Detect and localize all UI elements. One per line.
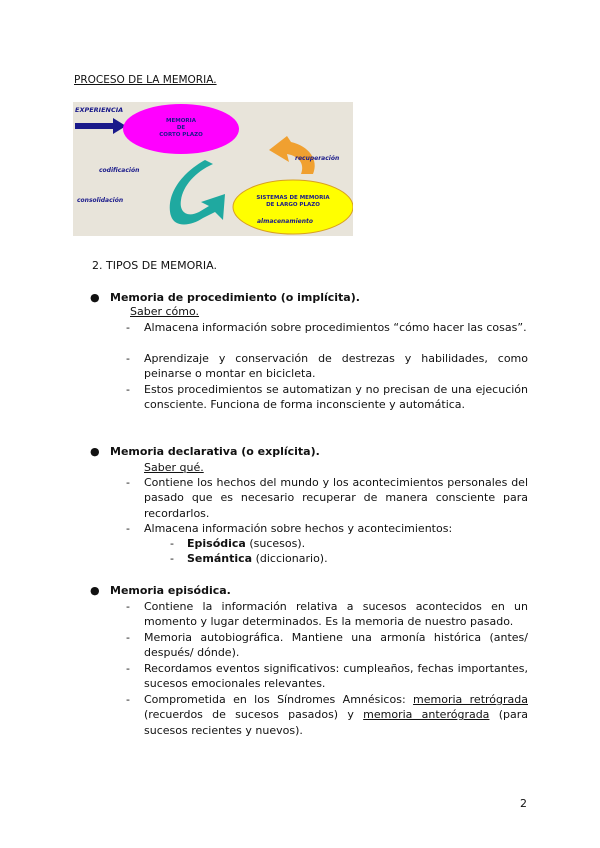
list-item: - Almacena información sobre hechos y acontecimientos: xyxy=(126,522,453,535)
list-item: - Estos procedimientos se automatizan y no precisan de una ejecución consciente. Funciona de forma inconsciente y automática. xyxy=(126,383,528,412)
bullet-dot: ● xyxy=(90,291,100,304)
bullet-episodic xyxy=(90,584,231,597)
list-item: - Almacena información sobre procedimientos “cómo hacer las cosas”. xyxy=(126,321,527,334)
short-term-label-1: MEMORIA xyxy=(166,118,196,124)
bullet-dot: ● xyxy=(90,584,100,597)
semantic-subitem: - Semántica (diccionario). xyxy=(170,552,328,565)
bullet-procedural xyxy=(90,291,360,304)
episodic-heading: Memoria episódica. xyxy=(110,584,231,597)
declarative-subheading: Saber qué. xyxy=(144,461,204,474)
bullet-dot: ● xyxy=(90,445,100,458)
list-item: - Recordamos eventos significativos: cumpleaños, fechas importantes, sucesos emocionales relevantes. xyxy=(126,662,528,691)
experiencia-label: EXPERIENCIA xyxy=(75,106,124,114)
declarative-heading: Memoria declarativa (o explícita). xyxy=(110,445,320,458)
list-item: - Contiene la información relativa a sucesos acontecidos en un momento y lugar determinados. Es la memoria de nuestro pasado. xyxy=(126,600,528,629)
procedural-subheading: Saber cómo. xyxy=(130,305,200,318)
recuperacion-label: recuperación xyxy=(295,155,340,162)
anterograde-link-text: memoria anterógrada xyxy=(363,708,490,722)
list-item: - Contiene los hechos del mundo y los acontecimientos personales del pasado que es necesario recuperar de manera consciente para recordarlos. xyxy=(126,476,528,520)
codificacion-label: codificación xyxy=(99,167,140,174)
page-number: 2 xyxy=(520,797,527,810)
list-item: - Comprometida en los Síndromes Amnésicos: memoria retrógrada (recuerdos de sucesos pasados) y memoria anterógrada (para sucesos recientes y nuevos). xyxy=(126,693,528,737)
procedural-heading: Memoria de procedimiento (o implícita). xyxy=(110,291,360,304)
consolidacion-label: consolidación xyxy=(77,197,124,204)
list-item: - Aprendizaje y conservación de destrezas y habilidades, como peinarse o montar en bicicleta. xyxy=(126,352,528,381)
list-item: - Memoria autobiográfica. Mantiene una armonía histórica (antes/ después/ dónde). xyxy=(126,631,528,660)
almacenamiento-label: almacenamiento xyxy=(257,218,313,225)
section-heading: 2. TIPOS DE MEMORIA. xyxy=(92,259,217,272)
episodic-subitem: - Episódica (sucesos). xyxy=(170,537,306,550)
page-title: PROCESO DE LA MEMORIA. xyxy=(74,74,217,86)
memory-process-diagram xyxy=(73,102,353,236)
short-term-label-2: DE xyxy=(176,125,186,131)
retrograde-link-text: memoria retrógrada xyxy=(413,693,528,706)
short-term-label-3: CORTO PLAZO xyxy=(159,132,203,138)
long-term-label-2: DE LARGO PLAZO xyxy=(266,202,320,208)
long-term-label-1: SISTEMAS DE MEMORIA xyxy=(256,195,330,201)
bullet-declarative xyxy=(90,445,320,458)
